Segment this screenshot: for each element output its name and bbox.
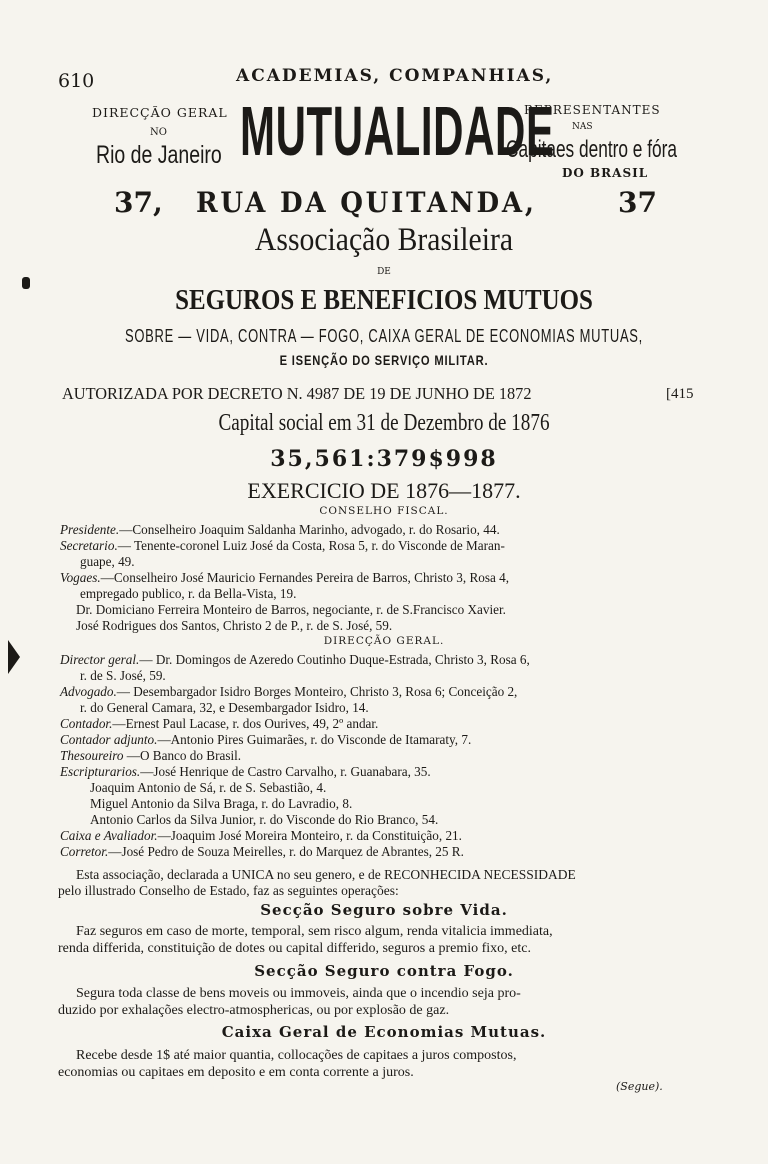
section-vida-line2: renda differida, constituição de dotes ou capital differido, seguros a premio fixo, etc. bbox=[58, 941, 531, 956]
entry-text: —José Henrique de Castro Carvalho, r. Guanabara, 35. bbox=[140, 764, 431, 779]
address-street: RUA DA QUITANDA, bbox=[196, 186, 537, 219]
section-vida-line1: Faz seguros em caso de morte, temporal, sem risco algum, renda vitalicia immediata, bbox=[76, 924, 553, 939]
role-label: Corretor. bbox=[60, 844, 109, 859]
intro-line2: pelo illustrado Conselho de Estado, faz as seguintes operações: bbox=[58, 883, 399, 898]
representantes-line1: REPRESENTANTES bbox=[524, 103, 661, 117]
role-label: Vogaes. bbox=[60, 570, 101, 585]
direccao-corretor bbox=[60, 844, 750, 860]
entry-continuation: guape, 49. bbox=[80, 554, 135, 569]
role-label: Advogado. bbox=[60, 684, 117, 699]
scope-line2: E ISENÇÃO DO SERVIÇO MILITAR. bbox=[279, 352, 489, 368]
direccao-caixa bbox=[60, 828, 750, 844]
role-label: Secretario. bbox=[60, 538, 118, 553]
direccao-contador-adjunto bbox=[60, 732, 750, 748]
role-label: Thesoureiro bbox=[60, 748, 124, 763]
margin-mark-small bbox=[22, 277, 30, 289]
representantes-line3: Capitaes dentro e fóra bbox=[506, 136, 677, 163]
conselho-title: CONSELHO FISCAL. bbox=[319, 505, 449, 517]
role-label: Contador adjunto. bbox=[60, 732, 158, 747]
association-de: DE bbox=[377, 267, 391, 277]
entry-text: —Antonio Pires Guimarães, r. do Visconde de Itamaraty, 7. bbox=[157, 732, 472, 747]
brand-title: MUTUALIDADE bbox=[240, 92, 555, 170]
entry-text: — Dr. Domingos de Azeredo Coutinho Duque-Estrada, Christo 3, Rosa 6, bbox=[139, 652, 530, 667]
scope-line1: SOBRE — VIDA, CONTRA — FOGO, CAIXA GERAL DE ECONOMIAS MUTUAS, bbox=[124, 326, 643, 346]
role-label: Director geral. bbox=[60, 652, 140, 667]
role-label: Caixa e Avaliador. bbox=[60, 828, 158, 843]
entry-text: —Conselheiro Joaquim Saldanha Marinho, advogado, r. do Rosario, 44. bbox=[119, 522, 500, 537]
entry-text: —Joaquim José Moreira Monteiro, r. da Constituição, 21. bbox=[157, 828, 462, 843]
section-fogo-line2: duzido por exhalações electro-atmosphericas, ou por explosão de gaz. bbox=[58, 1003, 450, 1018]
section-fogo-title: Secção Seguro contra Fogo. bbox=[254, 962, 514, 980]
section-caixa-line2: economias ou capitaes em deposito e em conta corrente a juros. bbox=[58, 1065, 414, 1080]
exercicio-title: EXERCICIO DE 1876—1877. bbox=[247, 478, 521, 503]
escripturario-extra-3: Antonio Carlos da Silva Junior, r. do Visconde do Rio Branco, 54. bbox=[90, 812, 439, 827]
association-subject: SEGUROS E BENEFICIOS MUTUOS bbox=[175, 284, 593, 316]
running-head: ACADEMIAS, COMPANHIAS, bbox=[236, 66, 554, 86]
direccao-contador bbox=[60, 716, 750, 732]
conselho-vogaes bbox=[60, 570, 750, 602]
intro-line1: Esta associação, declarada a UNICA no seu genero, e de RECONHECIDA NECESSIDADE bbox=[76, 867, 576, 882]
direccao-director bbox=[60, 652, 750, 684]
section-fogo-line1: Segura toda classe de bens moveis ou immoveis, ainda que o incendio seja pro- bbox=[76, 986, 521, 1001]
section-caixa-title: Caixa Geral de Economias Mutuas. bbox=[221, 1023, 547, 1041]
direccao-line1: DIRECÇÃO GERAL bbox=[92, 105, 228, 120]
direccao-thesoureiro bbox=[60, 748, 750, 764]
entry-continuation: r. de S. José, 59. bbox=[80, 668, 166, 683]
capital-value: 35,561:379$998 bbox=[270, 446, 498, 472]
entry-text: — Tenente-coronel Luiz José da Costa, Rosa 5, r. do Visconde de Maran- bbox=[117, 538, 505, 553]
segue-note: (Segue). bbox=[616, 1080, 663, 1093]
address-number-right: 37 bbox=[618, 186, 657, 219]
direccao-escripturarios bbox=[60, 764, 750, 780]
role-label: Contador. bbox=[60, 716, 113, 731]
decree-line: AUTORIZADA POR DECRETO N. 4987 DE 19 DE JUNHO DE 1872 bbox=[62, 384, 532, 403]
representantes-line2: NAS bbox=[572, 122, 593, 132]
conselho-presidente bbox=[60, 522, 750, 538]
entry-text: —Conselheiro José Mauricio Fernandes Pereira de Barros, Christo 3, Rosa 4, bbox=[100, 570, 510, 585]
conselho-extra-2: José Rodrigues dos Santos, Christo 2 de P., r. de S. José, 59. bbox=[76, 618, 393, 633]
section-caixa-line1: Recebe desde 1$ até maior quantia, collocações de capitaes a juros compostos, bbox=[76, 1048, 517, 1063]
page-number: 610 bbox=[58, 70, 95, 92]
entry-text: —O Banco do Brasil. bbox=[123, 748, 242, 763]
association-name: Associação Brasileira bbox=[254, 222, 514, 258]
entry-text: —José Pedro de Souza Meirelles, r. do Marquez de Abrantes, 25 R. bbox=[108, 844, 464, 859]
direccao-title: DIRECÇÃO GERAL. bbox=[323, 635, 445, 647]
entry-text: — Desembargador Isidro Borges Monteiro, Christo 3, Rosa 6; Conceição 2, bbox=[116, 684, 518, 699]
decree-ref: [415 bbox=[666, 386, 694, 402]
direccao-advogado bbox=[60, 684, 750, 716]
conselho-secretario bbox=[60, 538, 750, 570]
entry-text: —Ernest Paul Lacase, r. dos Ourives, 49, 2º andar. bbox=[112, 716, 379, 731]
direccao-city: Rio de Janeiro bbox=[96, 141, 222, 169]
address-number-left: 37, bbox=[114, 186, 163, 219]
conselho-extra-1: Dr. Domiciano Ferreira Monteiro de Barros, negociante, r. de S.Francisco Xavier. bbox=[76, 602, 506, 617]
section-vida-title: Secção Seguro sobre Vida. bbox=[260, 901, 508, 919]
entry-continuation: empregado publico, r. da Bella-Vista, 19. bbox=[80, 586, 297, 601]
role-label: Presidente. bbox=[60, 522, 120, 537]
role-label: Escripturarios. bbox=[60, 764, 141, 779]
direccao-line2: NO bbox=[150, 127, 167, 138]
escripturario-extra-2: Miguel Antonio da Silva Braga, r. do Lavradio, 8. bbox=[90, 796, 353, 811]
entry-continuation: r. do General Camara, 32, e Desembargador Isidro, 14. bbox=[80, 700, 369, 715]
representantes-line4: DO BRASIL bbox=[562, 166, 649, 180]
escripturario-extra-1: Joaquim Antonio de Sá, r. de S. Sebastião, 4. bbox=[90, 780, 327, 795]
capital-label: Capital social em 31 de Dezembro de 1876 bbox=[218, 410, 550, 436]
